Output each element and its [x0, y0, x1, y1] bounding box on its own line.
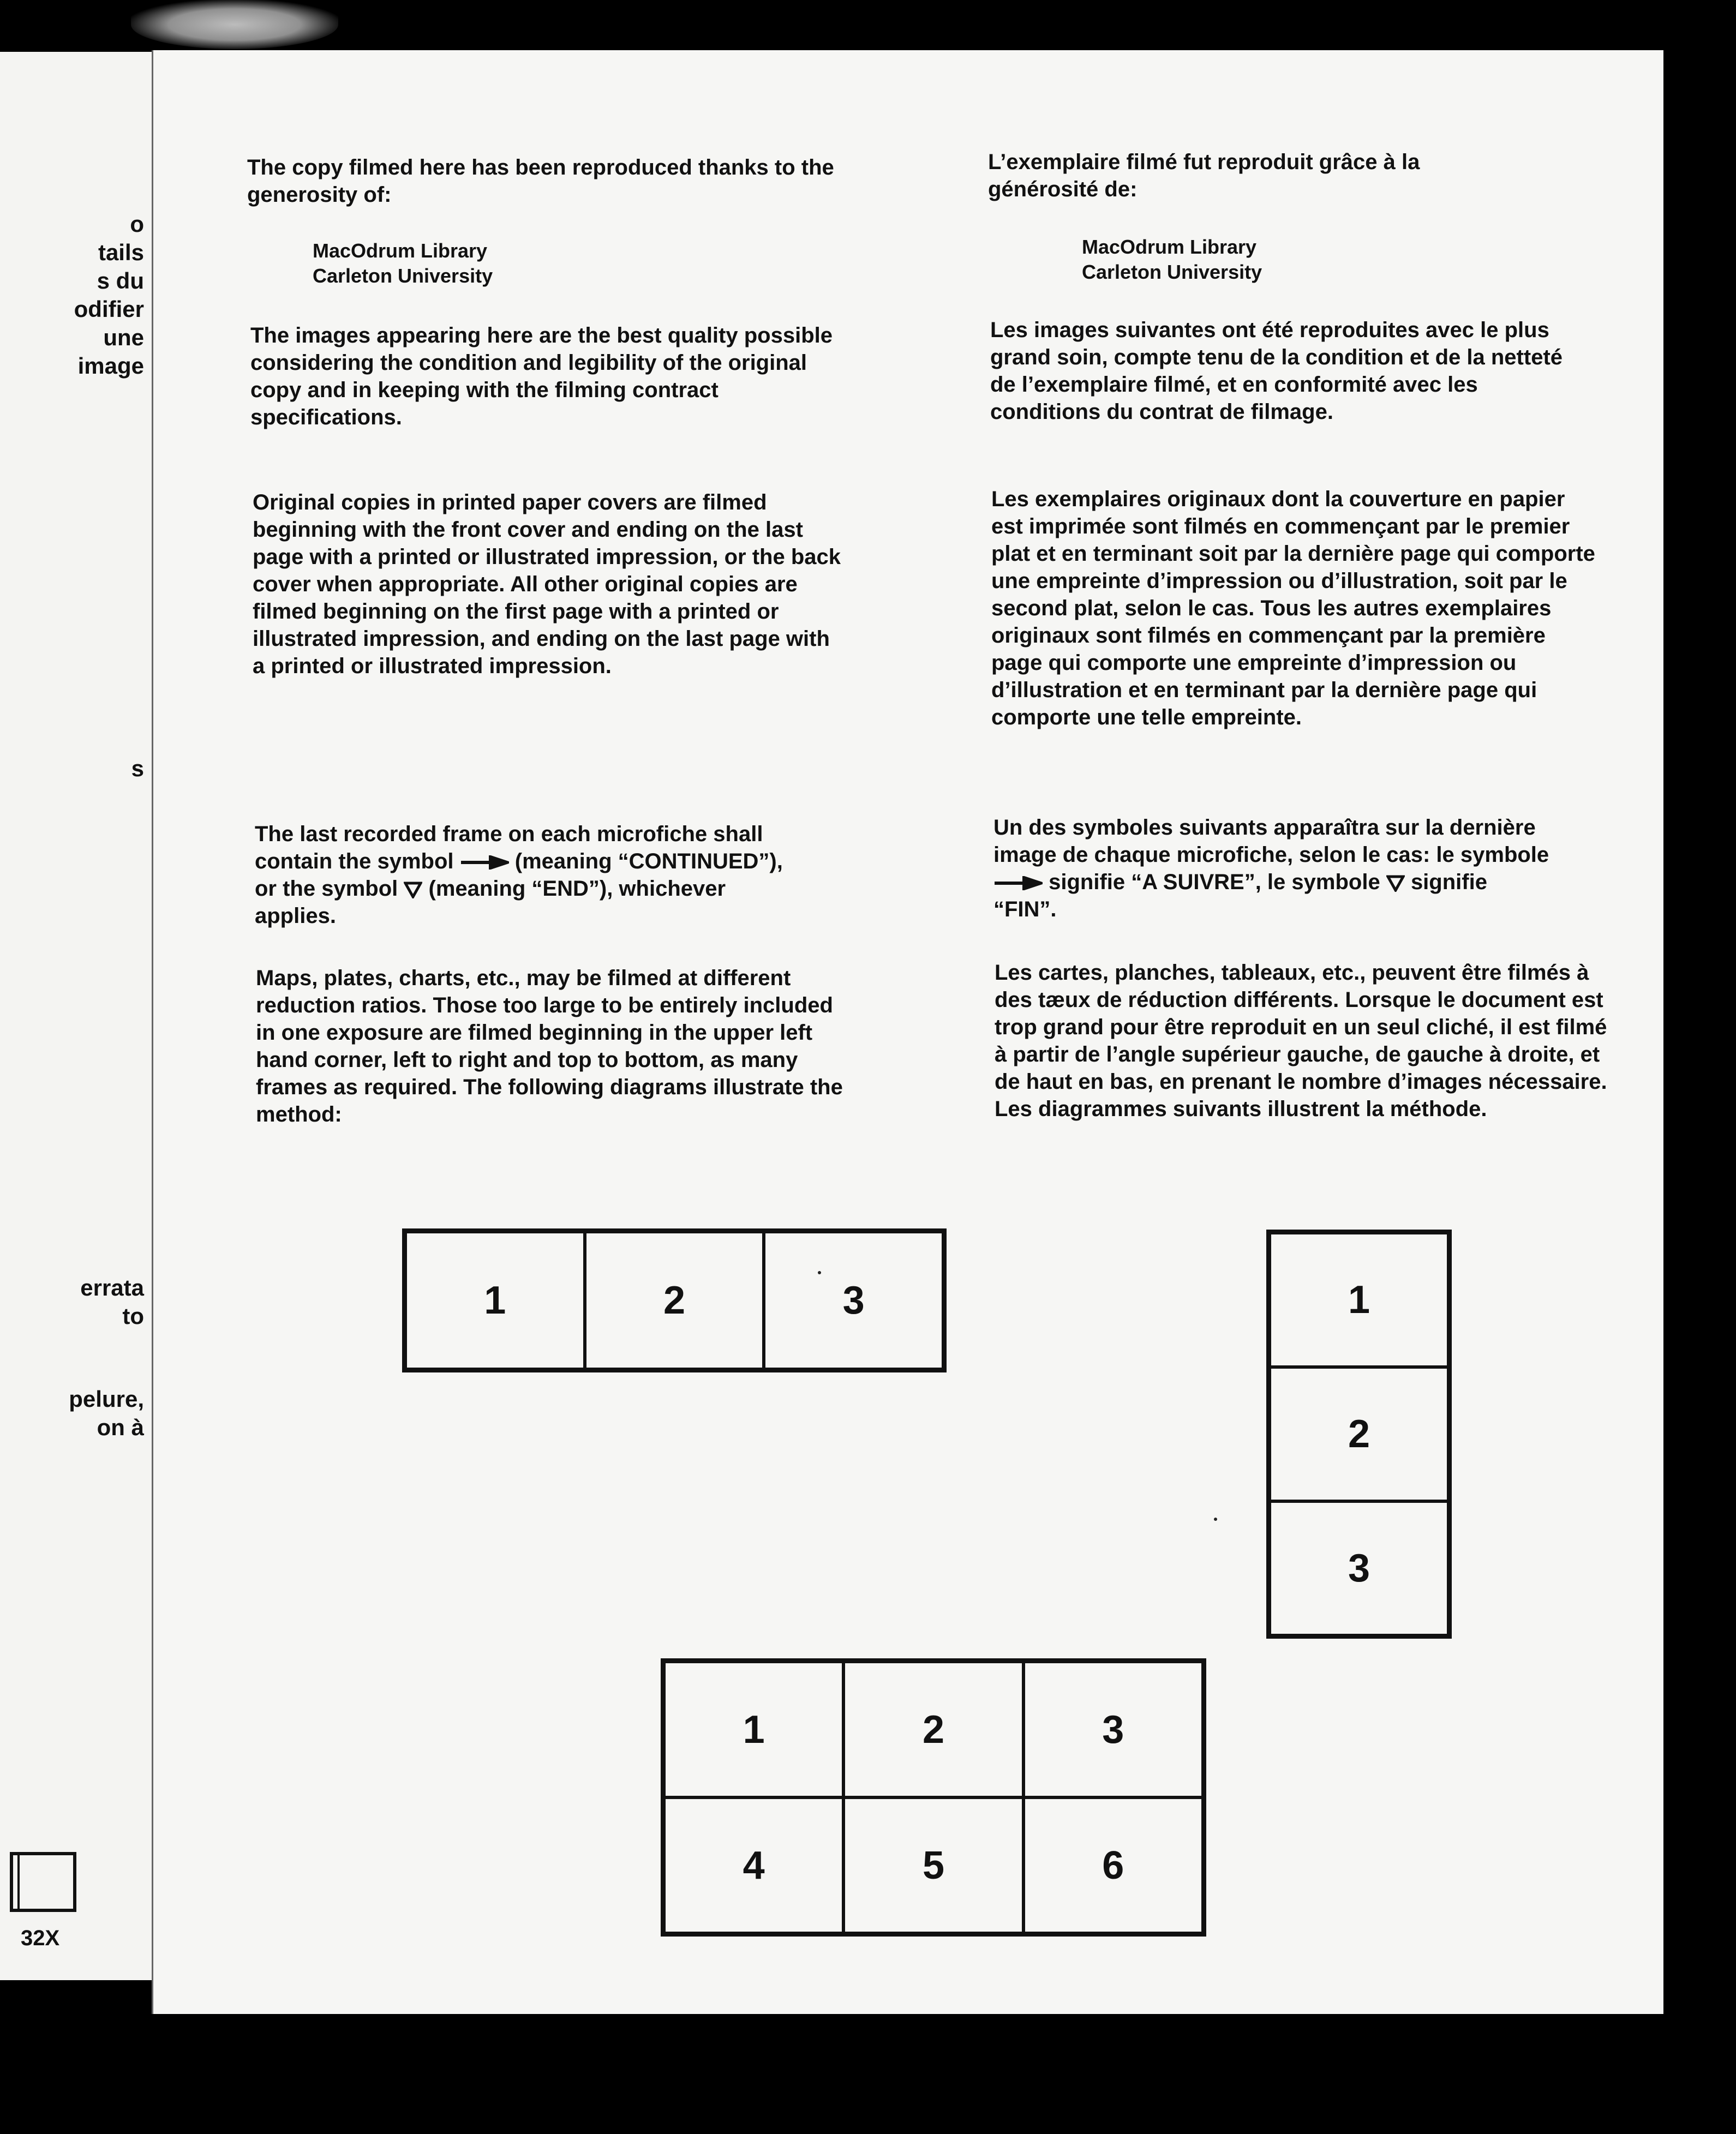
frame-cell: 4: [664, 1797, 843, 1933]
french-covers: [991, 485, 1602, 731]
frame-cell: 2: [585, 1232, 764, 1369]
french-thanks: [988, 148, 1534, 203]
fragment-line: errata: [80, 1275, 144, 1300]
english-symbol-text-2: (meaning “CONTINUED”), or the symbol: [255, 849, 783, 901]
frame-cell: 3: [764, 1232, 943, 1369]
english-covers-text: Original copies in printed paper covers are filmed beginning with the front cover and ending on the last page with a printed or illustrated impression, or the back cover when appropriate. All other original copies are filmed beginning on the first page with a printed or illustrated impression, and ending on the last page with a printed or illustrated impression.: [253, 490, 841, 678]
french-maps-text: Les cartes, planches, tableaux, etc., peuvent être filmés à des tæux de réduction différents. Lorsque le document est trop grand pour être reproduit en un seul cliché, il est filmé à partir de l’angle supérieur gauche, de gauche à droite, et de haut en bas, en prenant le nombre d’images nécessaire. Les diagrammes suivants illustrent la méthode.: [995, 961, 1607, 1121]
library-name: MacOdrum Library: [313, 239, 488, 262]
dust-speck: [818, 1271, 821, 1274]
fragment-line: s du: [97, 268, 144, 293]
scan-artifact: [131, 0, 338, 49]
french-symbol-text-3: signifie “FIN”.: [993, 870, 1487, 921]
fragment-line: une: [103, 325, 144, 350]
fragment-line: pelure,: [69, 1386, 144, 1412]
french-library: [1082, 235, 1262, 285]
library-university: Carleton University: [313, 265, 493, 287]
frame-cell: 1: [664, 1662, 843, 1797]
diagram-horizontal: [402, 1228, 947, 1372]
frame-cell: 2: [1270, 1367, 1448, 1501]
frame-cell: 1: [1270, 1233, 1448, 1367]
library-name: MacOdrum Library: [1082, 236, 1257, 258]
reduction-label: 32X: [21, 1926, 60, 1950]
diagram-vertical: [1266, 1230, 1452, 1639]
french-quality-text: Les images suivantes ont été reproduites avec le plus grand soin, compte tenu de la condition et de la netteté de l’exemplaire filmé, et en conformité avec les conditions du contrat de filmage.: [990, 318, 1563, 424]
fragment-line: o: [130, 211, 144, 237]
fragment-line: tails: [98, 239, 144, 265]
fragment-line: on à: [97, 1414, 144, 1440]
english-symbol-text-3: (meaning “END”), whichever applies.: [255, 877, 726, 928]
frame-cell: 5: [843, 1797, 1023, 1933]
fragment-line: s: [131, 756, 144, 781]
frame-cell: 2: [843, 1662, 1023, 1797]
frame-cell: 6: [1023, 1797, 1203, 1933]
dust-speck: [1214, 1518, 1217, 1521]
arrow-right-icon: [993, 876, 1043, 890]
frame-cell: 3: [1023, 1662, 1203, 1797]
triangle-down-icon: [1386, 874, 1405, 892]
fragment-line: image: [77, 353, 144, 379]
library-university: Carleton University: [1082, 261, 1262, 283]
adjacent-page-fragment: [0, 52, 153, 1980]
english-quality-text: The images appearing here are the best quality possible considering the condition and legibility of the original copy and in keeping with the filming contract specifications.: [250, 323, 833, 429]
english-symbols: [255, 820, 800, 930]
french-covers-text: Les exemplaires originaux dont la couverture en papier est imprimée sont filmés en commençant par le premier plat et en terminant soit par la dernière page qui comporte une empreinte d’impression ou d’illustration, soit par le second plat, selon le cas. Tous les autres exemplaires originaux sont filmés en commençant par la première page qui comporte une empreinte d’impression ou d’illustration et en terminant par la dernière page qui comporte une telle empreinte.: [991, 487, 1595, 729]
diagram-grid: [661, 1658, 1206, 1937]
reduction-scale-box: [10, 1852, 76, 1912]
frame-cell: 3: [1270, 1501, 1448, 1635]
scale-divider: [17, 1855, 20, 1909]
english-library: [313, 238, 493, 289]
english-thanks: [247, 154, 858, 208]
french-symbol-text-1: Un des symboles suivants apparaîtra sur la dernière image de chaque microfiche, selon le cas: le symbole: [993, 816, 1549, 867]
english-symbol-text-1: The last recorded frame on each microfiche shall contain the symbol: [255, 822, 763, 873]
english-quality: [250, 322, 851, 431]
french-symbols: [993, 814, 1555, 923]
english-maps: [256, 964, 845, 1128]
french-maps: [995, 959, 1617, 1123]
microfiche-target-page: [152, 50, 1663, 2014]
english-covers: [253, 489, 847, 680]
arrow-right-icon: [460, 855, 509, 870]
frame-cell: 1: [405, 1232, 585, 1369]
fragment-line: to: [122, 1303, 144, 1329]
english-thanks-text: The copy filmed here has been reproduced thanks to the generosity of:: [247, 155, 834, 207]
fragment-line: odifier: [74, 296, 144, 322]
french-thanks-text: L’exemplaire filmé fut reproduit grâce à la générosité de:: [988, 150, 1420, 201]
triangle-down-icon: [404, 881, 422, 898]
french-quality: [990, 316, 1569, 425]
french-symbol-text-2: signifie “A SUIVRE”, le symbole: [1049, 870, 1380, 894]
english-maps-text: Maps, plates, charts, etc., may be filmed at different reduction ratios. Those too large to be entirely included in one exposure are filmed beginning in the upper left hand corner, left to right and top to bottom, as many frames as required. The following diagrams illustrate the method:: [256, 966, 843, 1126]
